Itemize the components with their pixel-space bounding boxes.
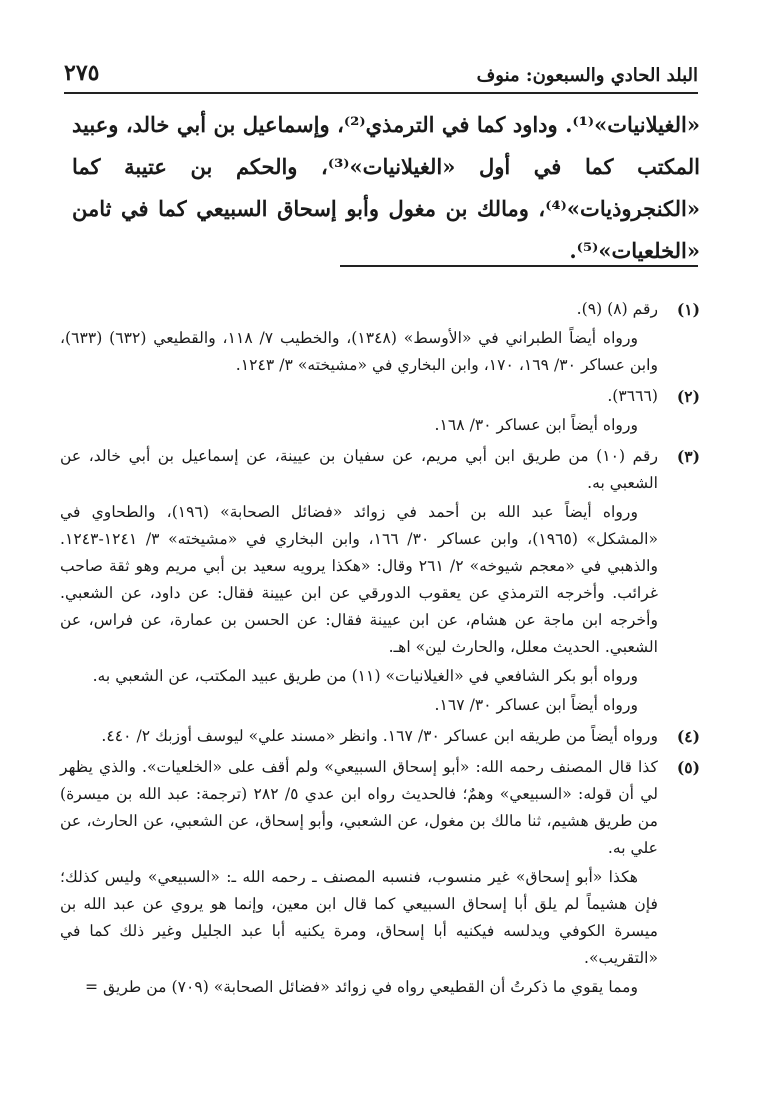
footnote-text: ورواه أيضاً الطبراني في «الأوسط» (١٣٤٨)، والخطيب ٧/ ١١٨، والقطيعي (٦٣٢) (٦٣٣)، وابن عساكر ٣٠/ ١٦٩، ١٧٠، وابن البخاري في «مشيخته» ٣/ ١٢٤٣. [60, 329, 658, 374]
footnote-text: رقم (١٠) من طريق ابن أبي مريم، عن سفيان بن عيينة، عن إسماعيل بن أبي خالد، عن الشعبي به. [60, 447, 658, 492]
footnote-number: (١) [676, 300, 700, 319]
footnote-number: (٤) [676, 727, 700, 746]
footnote-text: ورواه أيضاً عبد الله بن أحمد في زوائد «فضائل الصحابة» (١٩٦)، والطحاوي في «المشكل» (١٩٦٥)، وابن عساكر ٣٠/ ١٦٦، وابن البخاري في «مشيخته» ٣/ ١٢٤١-١٢٤٣. والذهبي في «معجم شيوخه» ٢/ ٢٦١ وقال: «هكذا يرويه سعيد بن أبي مريم وهو ثقة صاحب غرائب. وأخرجه الترمذي عن يعقوب الدورقي عن ابن عيينة فقال: عن داود، عن الشعبي. وأخرجه ابن ماجة عن هشام، عن ابن عيينة فقال: عن الحسن بن عمارة، عن فراس، عن الشعبي. الحديث معلل، والحارث لين» اهـ. [60, 503, 659, 656]
footnote-2 [60, 383, 700, 441]
footnote-text: ورواه أيضاً ابن عساكر ٣٠/ ١٦٨. [434, 416, 638, 434]
footnote-3 [60, 443, 700, 721]
footnote-text: رقم (٨) (٩). [576, 300, 658, 318]
footnote-4 [60, 723, 700, 752]
footnote-1 [60, 296, 700, 381]
footnote-5 [60, 754, 700, 1003]
main-paragraph: «الغيلانيات»⁽¹⁾. وداود كما في الترمذي⁽²⁾، وإسماعيل بن أبي خالد، وعبيد المكتب كما في أول «الغيلانيات»⁽³⁾، والحكم بن عتيبة كما «الكنجروذيات»⁽⁴⁾، ومالك بن مغول وأبو إسحاق السبيعي كما في ثامن «الخلعيات»⁽⁵⁾. [72, 112, 700, 263]
footnote-number: (٣) [676, 447, 700, 466]
footnote-text: ورواه أبو بكر الشافعي في «الغيلانيات» (١١) من طريق عبيد المكتب، عن الشعبي به. [92, 667, 638, 685]
page-number: ٢٧٥ [64, 60, 100, 86]
page-header [64, 58, 698, 94]
footnote-text: كذا قال المصنف رحمه الله: «أبو إسحاق السبيعي» ولم أقف على «الخلعيات». والذي يظهر لي أن قوله: «السبيعي» وهمٌ؛ فالحديث رواه ابن عدي ٥/ ٢٨٢ (ترجمة: عبد الله بن ميسرة) من طريق هشيم، ثنا مالك بن مغول، عن الشعبي، وأبو إسحاق، عن الشعبي، عن الحارث، عن علي به. [60, 758, 658, 857]
running-title: البلد الحادي والسبعون: منوف [476, 65, 698, 86]
footnote-separator [340, 265, 698, 267]
footnote-text: ورواه أيضاً من طريقه ابن عساكر ٣٠/ ١٦٧. وانظر «مسند علي» ليوسف أوزبك ٢/ ٤٤٠. [101, 727, 658, 745]
footnote-number: (٢) [676, 387, 700, 406]
footnote-number: (٥) [676, 758, 700, 777]
footnote-text: هكذا «أبو إسحاق» غير منسوب، فنسبه المصنف ـ رحمه الله ـ: «السبيعي» وليس كذلك؛ فإن هشيماً لم يلق أبا إسحاق السبيعي كما قال ابن معين، وإنما هو يروي عن عبد الله بن ميسرة الكوفي ويدلسه فيكنيه أبا إسحاق، ومرة يكنيه أبا عبد الجليل وغير ذلك كما في «التقريب». [60, 868, 658, 967]
footnote-text: ومما يقوي ما ذكرتُ أن القطيعي رواه في زوائد «فضائل الصحابة» (٧٠٩) من طريق = [84, 978, 638, 996]
footnote-text: ورواه أيضاً ابن عساكر ٣٠/ ١٦٧. [434, 696, 638, 714]
main-text-block [72, 104, 700, 272]
footnote-text: (٣٦٦٦). [607, 387, 658, 405]
footnotes [60, 296, 700, 1005]
